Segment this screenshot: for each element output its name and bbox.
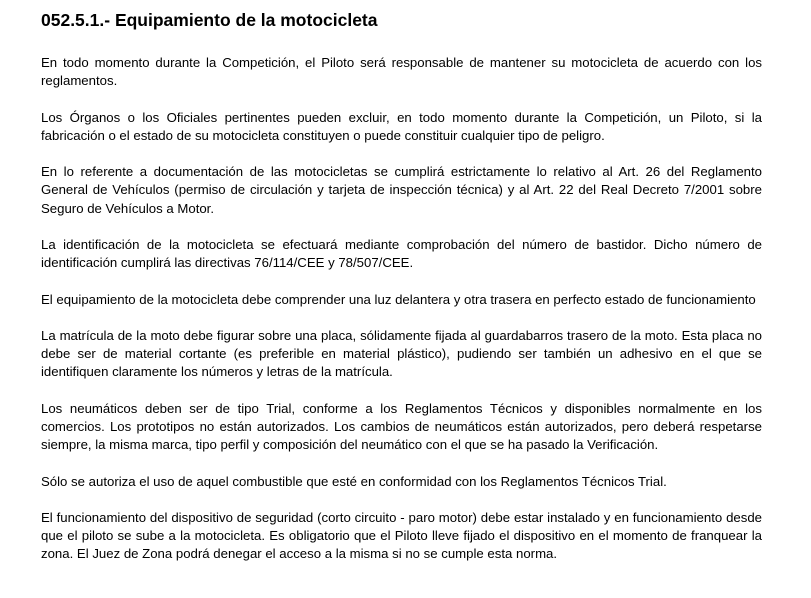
- paragraph-license-plate: La matrícula de la moto debe figurar sobre una placa, sólidamente fijada al guardabarros trasero de la moto. Esta placa no debe ser de material cortante (es preferible en material plástico), pudiendo ser también un adhesivo en el que se identifiquen claramente los números y letras de la matrícula.: [41, 327, 762, 380]
- document-page: [41, 8, 762, 564]
- paragraph-exclusion: Los Órganos o los Oficiales pertinentes pueden excluir, en todo momento durante la Competición, un Piloto, si la fabricación o el estado de su motocicleta constituyen o puede constituir cualquier tipo de peligro.: [41, 109, 762, 143]
- paragraph-safety-device: El funcionamiento del dispositivo de seguridad (corto circuito - paro motor) debe estar instalado y en funcionamiento desde que el piloto se sube a la motocicleta. Es obligatorio que el Piloto lleve fijado el dispositivo en el momento de franquear la zona. El Juez de Zona podrá denegar el acceso a la misma si no se cumple esta norma.: [41, 509, 762, 562]
- paragraph-tyres: Los neumáticos deben ser de tipo Trial, conforme a los Reglamentos Técnicos y disponibles normalmente en los comercios. Los prototipos no están autorizados. Los cambios de neumáticos están autorizados, pero deberá respetarse siempre, la misma marca, tipo perfil y composición del neumático con el que se ha pasado la Verificación.: [41, 400, 762, 453]
- paragraph-identification: La identificación de la motocicleta se efectuará mediante comprobación del número de bastidor. Dicho número de identificación cumplirá las directivas 76/114/CEE y 78/507/CEE.: [41, 236, 762, 271]
- paragraph-documentation: En lo referente a documentación de las motocicletas se cumplirá estrictamente lo relativo al Art. 26 del Reglamento General de Vehículos (permiso de circulación y tarjeta de inspección técnica) y al Art. 22 del Real Decreto 7/2001 sobre Seguro de Vehículos a Motor.: [41, 164, 762, 216]
- section-heading: 052.5.1.- Equipamiento de la motocicleta: [41, 10, 378, 30]
- paragraph-fuel: Sólo se autoriza el uso de aquel combustible que esté en conformidad con los Reglamentos Técnicos Trial.: [41, 473, 667, 489]
- paragraph-responsibility: En todo momento durante la Competición, el Piloto será responsable de mantener su motocicleta de acuerdo con los reglamentos.: [41, 55, 762, 89]
- paragraph-lights: El equipamiento de la motocicleta debe comprender una luz delantera y otra trasera en perfecto estado de funcionamiento: [41, 291, 756, 307]
